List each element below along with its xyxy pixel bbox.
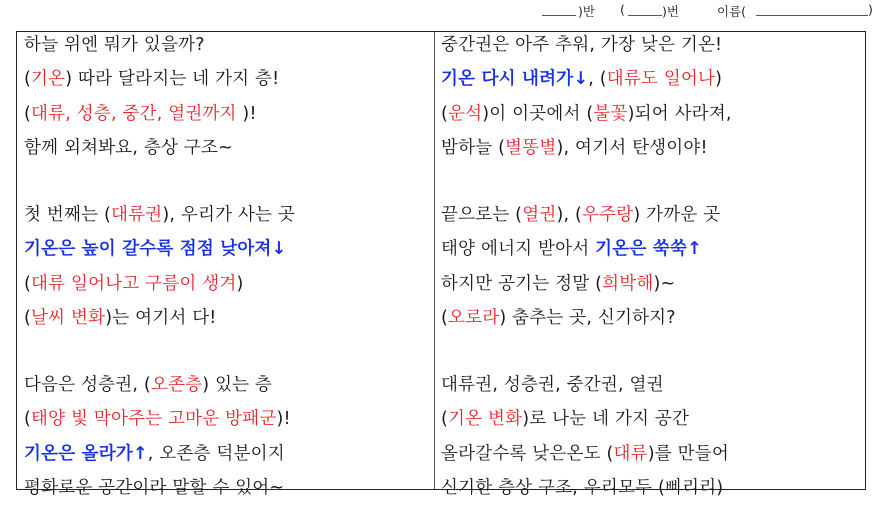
answer-text: 별똥별	[505, 137, 557, 158]
lyric-line	[441, 442, 729, 466]
answer-text: 불꽃	[593, 103, 628, 124]
lyric-line	[441, 476, 723, 500]
lyric-line	[24, 237, 286, 261]
lyric-text: 끝으로는 (	[441, 205, 523, 225]
lyric-line	[441, 306, 676, 330]
lyric-line	[441, 67, 722, 91]
lyric-line	[24, 136, 233, 160]
lyric-text: 밤하늘 (	[441, 137, 506, 158]
lyric-line	[24, 373, 272, 397]
lyric-text: (	[441, 307, 449, 328]
lyric-line	[441, 272, 675, 296]
lyric-text: )이 이곳에서 (	[482, 103, 594, 124]
answer-text: 우주랑	[582, 205, 634, 225]
answer-text: 오존층	[150, 375, 203, 395]
answer-text: 기온 변화	[448, 409, 523, 430]
lyric-text: )는 여기서 다!	[105, 307, 217, 328]
answer-text: 오로라	[448, 307, 500, 328]
lyric-text: 중간권은 아주 추워, 가장 낮은 기온!	[441, 35, 723, 55]
emphasis-text: 기온은 쑥쑥↑	[595, 239, 702, 260]
name-close: )	[868, 2, 873, 17]
lyric-line	[24, 442, 285, 466]
emphasis-text: 기온은 높이 갈수록 점점 낮아져↓	[24, 239, 287, 260]
student-info-header	[534, 2, 874, 19]
lyric-text: 신기한 층상 구조, 우리모두 (삐리리)	[441, 477, 724, 498]
answer-text: 날씨 변화	[31, 307, 106, 328]
left-column	[17, 32, 435, 498]
lyric-line	[24, 67, 279, 91]
lyric-text: ) 있는 층	[202, 375, 273, 395]
lyric-line	[441, 237, 702, 261]
lyric-text: (	[441, 409, 449, 430]
number-label: )번	[662, 4, 679, 19]
lyric-text: (	[441, 103, 449, 124]
lyric-text: 평화로운 공간이라 말할 수 있어~	[24, 477, 285, 498]
lyric-line	[441, 407, 689, 431]
answer-text: 열권	[522, 205, 557, 225]
lyric-text: (	[24, 273, 32, 294]
class-blank[interactable]	[542, 2, 576, 16]
class-label: )반	[578, 4, 595, 19]
answer-text: 대류도 일어나	[606, 69, 716, 90]
lyric-text: 함께 외쳐봐요, 층상 구조~	[24, 137, 233, 158]
answer-text: 대류권	[110, 205, 163, 225]
lyric-line	[24, 272, 244, 296]
lyric-text: 대류권, 성층권, 중간권, 열권	[441, 375, 664, 395]
answer-text: 기온	[31, 69, 66, 90]
lyric-text: )를 만들어	[647, 443, 729, 464]
emphasis-text: 기온 다시 내려가↓	[441, 69, 589, 90]
lyric-text: , (	[588, 69, 607, 90]
lyric-text: )~	[653, 273, 676, 294]
lyrics-worksheet	[16, 31, 866, 498]
lyric-text: )	[715, 69, 723, 90]
lyric-text: ) 가까운 곳	[633, 205, 721, 225]
number-open: (	[620, 2, 625, 17]
answer-text: 대류 일어나고 구름이 생겨	[31, 273, 237, 294]
right-column	[434, 32, 865, 498]
name-label: 이름(	[717, 4, 747, 19]
lyric-text: )로 나눈 네 가지 공간	[522, 409, 690, 430]
lyric-line	[24, 203, 295, 227]
answer-text: 대류, 성층, 중간, 열권까지	[31, 103, 237, 124]
lyric-text: )!	[236, 103, 257, 124]
answer-text: 희박해	[602, 273, 654, 294]
lyric-text: (	[24, 69, 32, 90]
number-blank[interactable]	[628, 2, 662, 16]
lyric-line	[441, 33, 722, 57]
lyric-line	[441, 102, 732, 126]
lyric-line	[441, 203, 720, 227]
lyric-line	[24, 33, 205, 57]
answer-text: 대류	[613, 443, 648, 464]
name-blank[interactable]	[756, 2, 868, 16]
lyric-text: 하지만 공기는 정말 (	[441, 273, 603, 294]
answer-text: 운석	[448, 103, 483, 124]
answer-text: 태양 빛 막아주는 고마운 방패군	[31, 409, 277, 430]
lyric-text: 올라갈수록 낮은온도 (	[441, 443, 614, 464]
lyric-text: ), 여기서 탄생이야!	[556, 137, 708, 158]
emphasis-text: 기온은 올라가↑	[24, 443, 148, 464]
lyric-text: (	[24, 307, 32, 328]
lyric-text: )	[236, 273, 244, 294]
lyric-text: 첫 번째는 (	[24, 205, 111, 225]
lyric-text: 태양 에너지 받아서	[441, 239, 596, 260]
lyric-text: ), (	[556, 205, 583, 225]
lyric-text: , 오존층 덕분이지	[147, 443, 285, 464]
lyric-text: (	[24, 103, 32, 124]
lyric-text: 하늘 위엔 뭐가 있을까?	[24, 35, 205, 55]
lyric-line	[24, 102, 257, 126]
lyric-text: (	[24, 409, 32, 430]
lyric-text: ), 우리가 사는 곳	[162, 205, 296, 225]
lyric-text: ) 따라 달라지는 네 가지 층!	[65, 69, 280, 90]
lyric-line	[441, 373, 664, 397]
lyric-line	[441, 136, 708, 160]
lyric-line	[24, 306, 217, 330]
lyric-text: ) 춤추는 곳, 신기하지?	[499, 307, 676, 328]
lyric-line	[24, 407, 291, 431]
lyric-line	[24, 476, 284, 500]
lyric-text: )!	[276, 409, 291, 430]
lyric-text: )되어 사라져,	[627, 103, 732, 124]
lyric-text: 다음은 성층권, (	[24, 375, 151, 395]
